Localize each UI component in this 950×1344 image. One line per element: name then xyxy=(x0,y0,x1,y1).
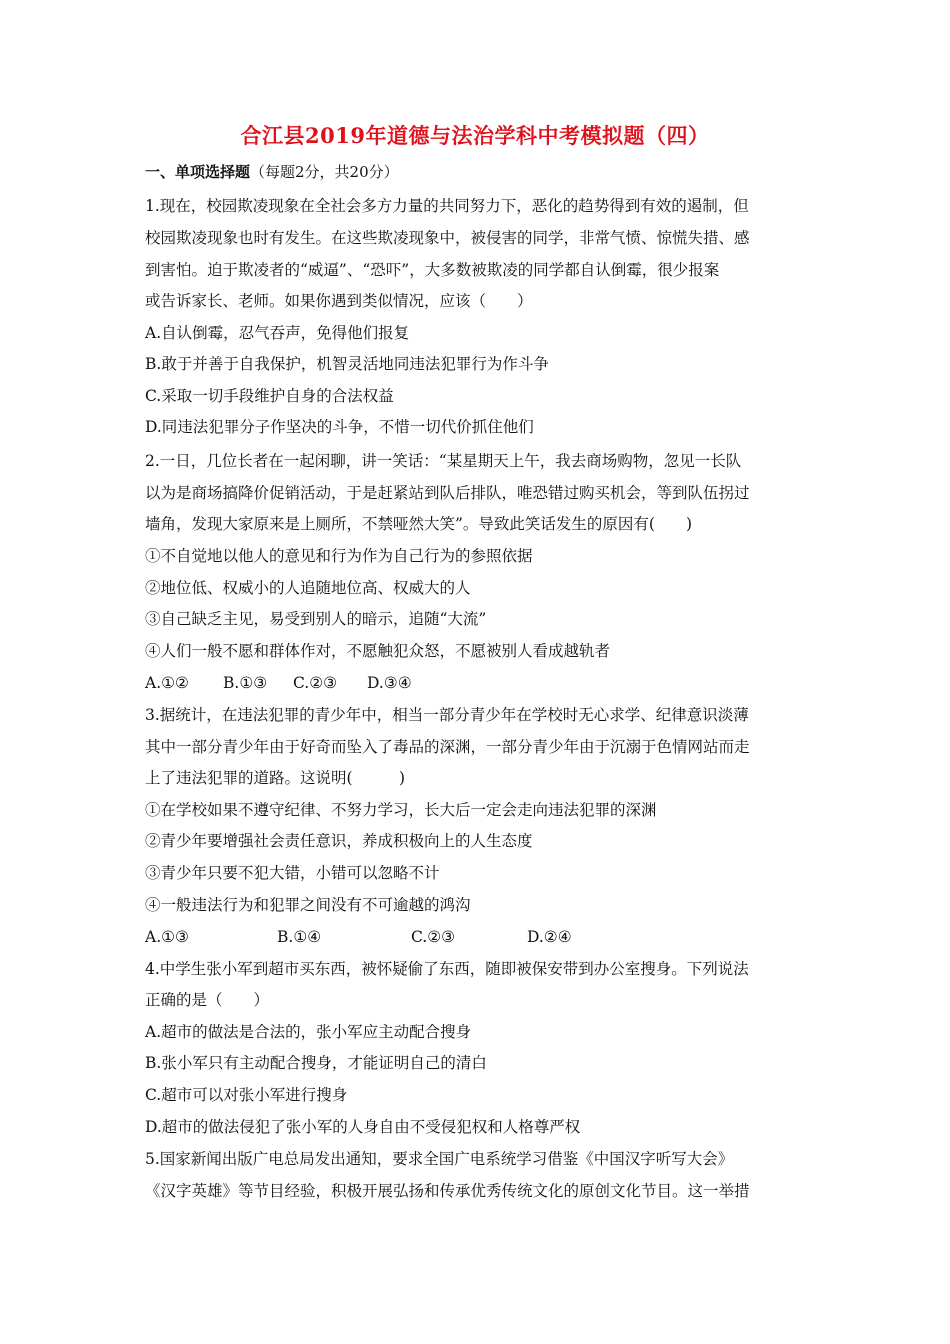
q1-stem-line: 到害怕。迫于欺凌者的“威逼”、“恐吓”，大多数被欺凌的同学都自认倒霉，很少报案 xyxy=(145,261,720,279)
q3-stem-line: 3.据统计，在违法犯罪的青少年中，相当一部分青少年在学校时无心求学、纪律意识淡薄 xyxy=(145,706,749,724)
q2-stem-line: 2.一日，几位长者在一起闲聊，讲一笑话：“某星期天上午，我去商场购物，忽见一长队 xyxy=(145,452,742,470)
q2-options xyxy=(145,672,825,694)
q3-option: D.②④ xyxy=(527,928,572,946)
q4-option: C.超市可以对张小军进行搜身 xyxy=(145,1086,348,1104)
q3-stem-line: 上了违法犯罪的道路。这说明( ) xyxy=(145,769,406,787)
q1-option: B.敢于并善于自我保护，机智灵活地同违法犯罪行为作斗争 xyxy=(145,355,549,373)
q3-item: ②青少年要增强社会责任意识，养成积极向上的人生态度 xyxy=(145,832,533,850)
q2-item: ②地位低、权威小的人追随地位高、权威大的人 xyxy=(145,579,471,597)
q2-item: ④人们一般不愿和群体作对，不愿触犯众怒，不愿被别人看成越轨者 xyxy=(145,642,611,660)
section-heading-label: 一、单项选择题 xyxy=(145,163,251,181)
q3-option: B.①④ xyxy=(277,928,322,946)
q4-option: D.超市的做法侵犯了张小军的人身自由不受侵犯权和人格尊严权 xyxy=(145,1118,581,1136)
q3-option: A.①③ xyxy=(145,928,189,946)
q1-option: D.同违法犯罪分子作坚决的斗争，不惜一切代价抓住他们 xyxy=(145,418,534,436)
q3-stem-line: 其中一部分青少年由于好奇而坠入了毒品的深渊，一部分青少年由于沉溺于色情网站而走 xyxy=(145,738,750,756)
q5-stem-line: 5.国家新闻出版广电总局发出通知，要求全国广电系统学习借鉴《中国汉字听写大会》 xyxy=(145,1150,734,1168)
q1-stem-line: 1.现在，校园欺凌现象在全社会多方力量的共同努力下，恶化的趋势得到有效的遏制，但 xyxy=(145,197,749,215)
q2-option: B.①③ xyxy=(223,674,268,692)
q3-item: ①在学校如果不遵守纪律、不努力学习，长大后一定会走向违法犯罪的深渊 xyxy=(145,801,657,819)
page-title: 合江县2019年道德与法治学科中考模拟题（四） xyxy=(240,123,710,148)
q2-option: A.①② xyxy=(145,674,189,692)
q1-option: A.自认倒霉，忍气吞声，免得他们报复 xyxy=(145,324,410,342)
q1-stem-line: 校园欺凌现象也时有发生。在这些欺凌现象中，被侵害的同学，非常气愤、惊慌失措、感 xyxy=(145,229,750,247)
q5-stem-line: 《汉字英雄》等节目经验，积极开展弘扬和传承优秀传统文化的原创文化节目。这一举措 xyxy=(145,1182,750,1200)
q4-stem-line: 4.中学生张小军到超市买东西，被怀疑偷了东西，随即被保安带到办公室搜身。下列说法 xyxy=(145,960,749,978)
q1-option: C.采取一切手段维护自身的合法权益 xyxy=(145,387,394,405)
section-heading xyxy=(145,161,825,183)
q1-stem-line: 或告诉家长、老师。如果你遇到类似情况，应该（ ） xyxy=(145,292,533,310)
q3-option: C.②③ xyxy=(411,928,456,946)
q4-stem-line: 正确的是（ ） xyxy=(145,991,270,1009)
q2-stem-line: 以为是商场搞降价促销活动，于是赶紧站到队后排队，唯恐错过购买机会，等到队伍拐过 xyxy=(145,484,750,502)
q2-item: ③自己缺乏主见，易受到别人的暗示，追随“大流” xyxy=(145,610,487,628)
q2-option: C.②③ xyxy=(293,674,338,692)
q2-stem-line: 墙角，发现大家原来是上厕所，不禁哑然大笑”。导致此笑话发生的原因有( ) xyxy=(145,515,693,533)
q4-option: B.张小军只有主动配合搜身，才能证明自己的清白 xyxy=(145,1054,487,1072)
q2-option: D.③④ xyxy=(367,674,412,692)
q3-item: ④一般违法行为和犯罪之间没有不可逾越的鸿沟 xyxy=(145,896,471,914)
q3-options xyxy=(145,926,825,948)
q4-option: A.超市的做法是合法的，张小军应主动配合搜身 xyxy=(145,1023,472,1041)
section-heading-note: （每题2分，共20分） xyxy=(250,163,399,181)
q3-item: ③青少年只要不犯大错，小错可以忽略不计 xyxy=(145,864,440,882)
q2-item: ①不自觉地以他人的意见和行为作为自己行为的参照依据 xyxy=(145,547,533,565)
